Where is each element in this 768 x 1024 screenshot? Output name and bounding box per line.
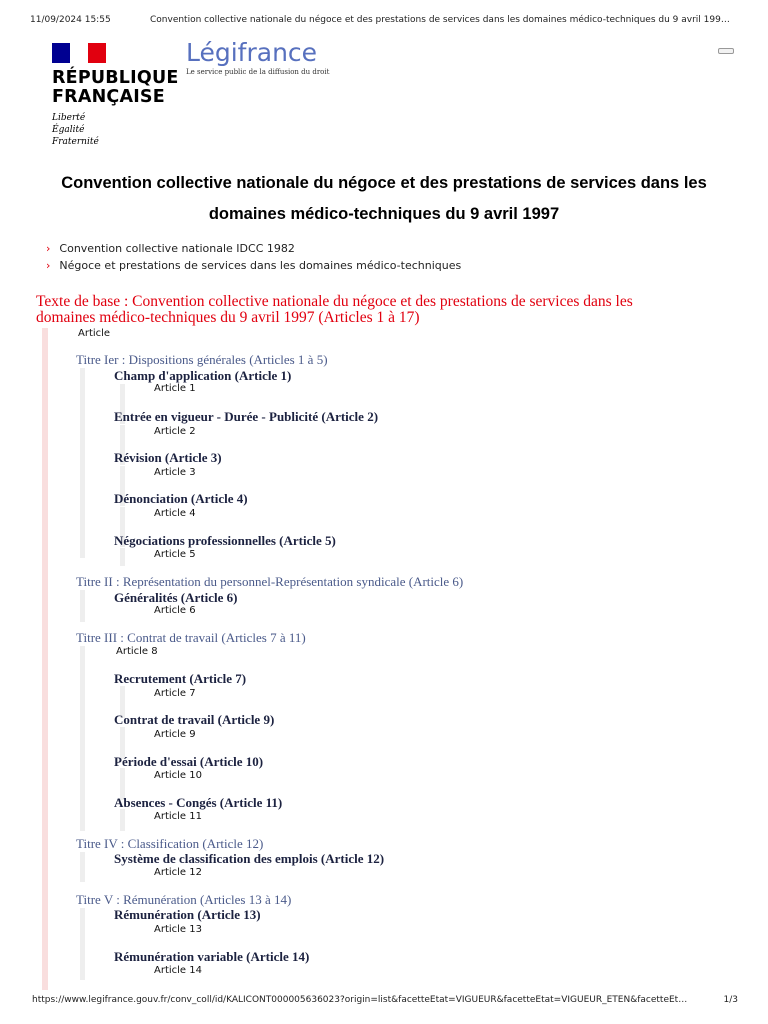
marianne-flag-icon: [52, 43, 106, 63]
breadcrumb-item[interactable]: › Convention collective nationale IDCC 1982: [46, 242, 295, 255]
legifrance-brand: Légifrance: [186, 38, 318, 67]
toc-section-link[interactable]: Entrée en vigueur - Durée - Publicité (Article 2): [114, 409, 379, 424]
toc-section-link[interactable]: Période d'essai (Article 10): [114, 754, 264, 769]
base-text-heading[interactable]: Texte de base : Convention collective nationale du négoce et des prestations de services dans les domaines médico-techniques du 9 avril 1997 (Articles 1 à 17): [36, 293, 633, 326]
chevron-right-icon: ›: [46, 259, 51, 272]
toc-section-link[interactable]: Système de classification des emplois (Article 12): [114, 851, 385, 866]
toc-article-link[interactable]: Article 11: [154, 811, 202, 822]
toc-article-link[interactable]: Article 8: [116, 646, 158, 657]
toc-titre-link[interactable]: Titre II : Représentation du personnel-Représentation syndicale (Article 6): [76, 574, 464, 589]
toc-section-link[interactable]: Contrat de travail (Article 9): [114, 712, 275, 727]
breadcrumb-item[interactable]: › Négoce et prestations de services dans les domaines médico-techniques: [46, 259, 462, 272]
toc-titre-link[interactable]: Titre III : Contrat de travail (Articles 7 à 11): [76, 630, 306, 645]
print-header: [30, 15, 730, 25]
tree-guide-line: [80, 368, 85, 558]
toc-article-link[interactable]: Article 9: [154, 729, 196, 740]
toc-article-link[interactable]: Article 6: [154, 605, 196, 616]
toc-article-link[interactable]: Article 12: [154, 867, 202, 878]
page-number: 1/3: [723, 995, 738, 1005]
toc-section-link[interactable]: Rémunération (Article 13): [114, 907, 261, 922]
toc-section-link[interactable]: Absences - Congés (Article 11): [114, 795, 283, 810]
toc-article-link[interactable]: Article 1: [154, 383, 196, 394]
print-url: https://www.legifrance.gouv.fr/conv_coll/id/KALICONT000005636023?origin=list&facetteEtat=VIGUEUR&facetteEtat=VIGUEUR_ETEN&facetteEt…: [32, 995, 688, 1005]
toc-section-link[interactable]: Généralités (Article 6): [114, 590, 238, 605]
menu-button[interactable]: [718, 48, 734, 54]
toc-article-link[interactable]: Article 10: [154, 770, 202, 781]
legifrance-home-link[interactable]: [186, 38, 329, 76]
toc-article-link[interactable]: Article 14: [154, 965, 202, 976]
tree-guide-line: [120, 809, 125, 831]
tree-guide-line: [80, 590, 85, 622]
toc-article-link[interactable]: Article 2: [154, 426, 196, 437]
tree-guide-line: [120, 548, 125, 566]
chevron-right-icon: ›: [46, 242, 51, 255]
toc-article-link[interactable]: Article: [78, 328, 111, 339]
toc-article-link[interactable]: Article 5: [154, 549, 196, 560]
toc-article-link[interactable]: Article 13: [154, 924, 202, 935]
toc-section-link[interactable]: Dénonciation (Article 4): [114, 491, 248, 506]
legifrance-tagline: Le service public de la diffusion du droit: [186, 68, 330, 76]
print-footer: [32, 995, 738, 1005]
print-page-title: Convention collective nationale du négoce et des prestations de services dans les domaines médico-techniques du 9 avril 199…: [150, 15, 730, 25]
print-datetime: 11/09/2024 15:55: [30, 15, 111, 25]
toc-section-link[interactable]: Champ d'application (Article 1): [114, 368, 292, 383]
toc-section-link[interactable]: Recrutement (Article 7): [114, 671, 247, 686]
toc-section-link[interactable]: Rémunération variable (Article 14): [114, 949, 310, 964]
toc-section-link[interactable]: Révision (Article 3): [114, 450, 222, 465]
tree-guide-line: [80, 852, 85, 882]
tree-guide-line: [80, 908, 85, 980]
republique-francaise-name: RÉPUBLIQUE FRANÇAISE: [52, 68, 179, 107]
toc-article-link[interactable]: Article 7: [154, 688, 196, 699]
tree-guide-line: [80, 646, 85, 831]
toc-article-link[interactable]: Article 4: [154, 508, 196, 519]
toc-article-link[interactable]: Article 3: [154, 467, 196, 478]
toc-titre-link[interactable]: Titre Ier : Dispositions générales (Articles 1 à 5): [76, 352, 328, 367]
republic-motto: Liberté Égalité Fraternité: [52, 113, 99, 147]
breadcrumb: [46, 240, 461, 274]
republique-francaise-logo[interactable]: [52, 43, 179, 148]
toc-section-link[interactable]: Négociations professionnelles (Article 5): [114, 533, 336, 548]
toc-titre-link[interactable]: Titre IV : Classification (Article 12): [76, 836, 264, 851]
toc-titre-link[interactable]: Titre V : Rémunération (Articles 13 à 14): [76, 892, 292, 907]
page-title: Convention collective nationale du négoce et des prestations de services dans les domaines médico-techniques du 9 avril 1997: [61, 174, 707, 223]
tree-guide-line: [42, 328, 48, 990]
